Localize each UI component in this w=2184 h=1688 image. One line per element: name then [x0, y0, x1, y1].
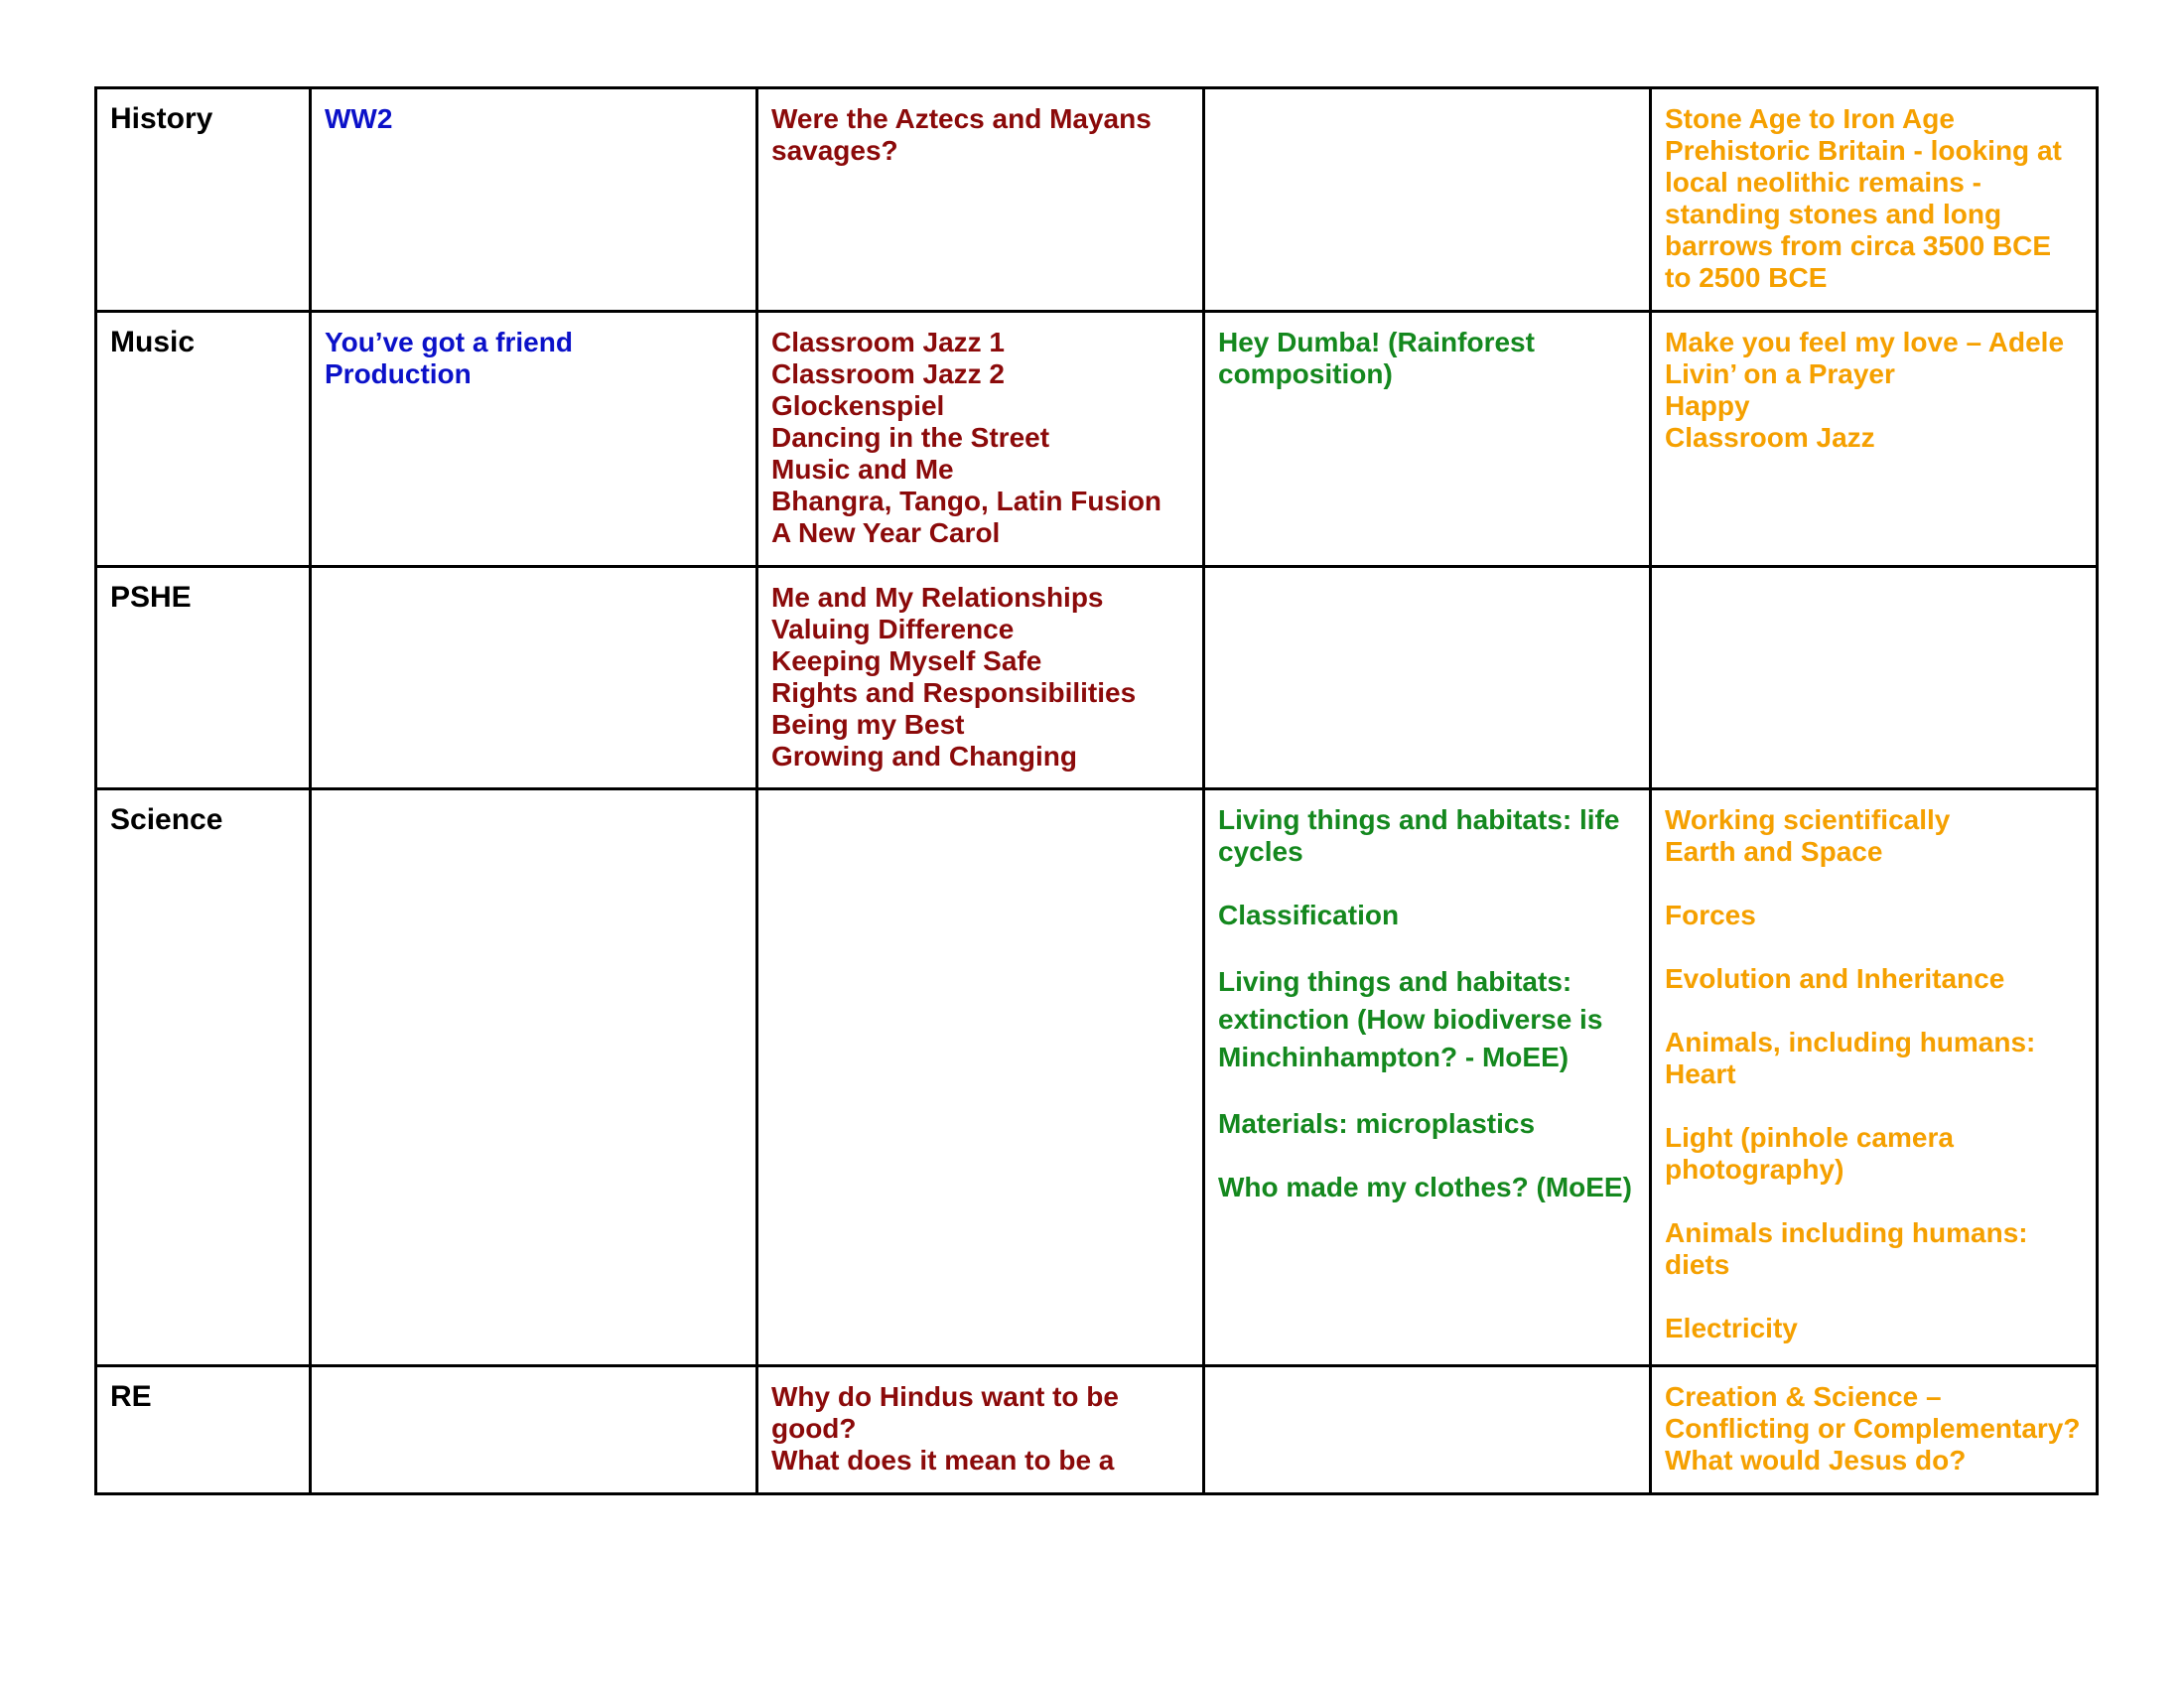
topic-line: Light (pinhole camera photography) [1665, 1122, 1954, 1185]
row-science [96, 789, 2098, 1366]
topic-line: Why do Hindus want to be good? [771, 1381, 1119, 1444]
topic-line: Prehistoric Britain - looking at local neolithic remains - standing stones and long barrows from circa 3500 BCE to 2500 BCE [1665, 135, 2062, 293]
row-history [96, 88, 2098, 312]
topic-line: Make you feel my love – Adele [1665, 327, 2065, 357]
topic-line: Earth and Space [1665, 836, 1883, 867]
topic-line: Dancing in the Street [771, 422, 1050, 453]
topic-cell [1651, 567, 2098, 789]
subject-label: RE [110, 1380, 152, 1413]
subject-cell [96, 88, 311, 312]
spacer [1665, 868, 2083, 900]
topic-cell [1651, 88, 2098, 312]
topic-line: Being my Best [771, 709, 965, 740]
topic-line: Forces [1665, 900, 1756, 930]
topic-line: Me and My Relationships [771, 582, 1104, 613]
topic-cell [757, 88, 1204, 312]
spacer [1218, 1076, 1636, 1108]
topic-line: Electricity [1665, 1313, 1798, 1343]
topic-line: Stone Age to Iron Age [1665, 103, 1955, 134]
topic-cell [757, 1366, 1204, 1494]
subject-cell [96, 567, 311, 789]
topic-cell [757, 567, 1204, 789]
topic-line: Evolution and Inheritance [1665, 963, 2005, 994]
topic-line: A New Year Carol [771, 517, 1001, 548]
topic-cell [1204, 312, 1651, 567]
topic-line: What would Jesus do? [1665, 1445, 1967, 1476]
topic-line: Valuing Difference [771, 614, 1015, 644]
topic-line: Who made my clothes? (MoEE) [1218, 1172, 1632, 1202]
subject-label: PSHE [110, 581, 192, 614]
topic-line: Materials: microplastics [1218, 1108, 1536, 1139]
topic-cell [1651, 1366, 2098, 1494]
row-music [96, 312, 2098, 567]
topic-cell [311, 567, 757, 789]
topic-line: Production [325, 358, 472, 389]
subject-label: Science [110, 803, 223, 836]
topic-line: Classroom Jazz 1 [771, 327, 1005, 357]
topic-line: WW2 [325, 103, 393, 134]
topic-line: Living things and habitats: extinction (How biodiverse is Minchinhampton? - MoEE) [1218, 966, 1603, 1072]
topic-cell [757, 312, 1204, 567]
subject-label: Music [110, 326, 196, 358]
topic-cell [1204, 789, 1651, 1366]
topic-cell [311, 789, 757, 1366]
subject-label: History [110, 102, 213, 135]
topic-cell [1204, 1366, 1651, 1494]
topic-line: Classification [1218, 900, 1400, 930]
topic-cell [1651, 312, 2098, 567]
topic-line: You’ve got a friend [325, 327, 573, 357]
topic-line: Classroom Jazz 2 [771, 358, 1005, 389]
spacer [1218, 931, 1636, 963]
topic-line: Animals, including humans: Heart [1665, 1027, 2036, 1089]
topic-line: Growing and Changing [771, 741, 1077, 772]
spacer [1665, 1186, 2083, 1217]
topic-cell [311, 1366, 757, 1494]
topic-line: Animals including humans: diets [1665, 1217, 2028, 1280]
topic-line: Happy [1665, 390, 1750, 421]
topic-cell [1651, 789, 2098, 1366]
spacer [1665, 931, 2083, 963]
topic-cell [1204, 567, 1651, 789]
topic-line: Classroom Jazz [1665, 422, 1875, 453]
spacer [1665, 1090, 2083, 1122]
curriculum-table [94, 86, 2099, 1495]
subject-cell [96, 789, 311, 1366]
topic-line: Music and Me [771, 454, 954, 485]
spacer [1218, 868, 1636, 900]
subject-cell [96, 312, 311, 567]
topic-line: Glockenspiel [771, 390, 945, 421]
topic-line: Creation & Science – Conflicting or Complementary? [1665, 1381, 2081, 1444]
topic-line: Rights and Responsibilities [771, 677, 1137, 708]
topic-cell [311, 88, 757, 312]
topic-line: Living things and habitats: life cycles [1218, 804, 1620, 867]
spacer [1665, 995, 2083, 1027]
row-re [96, 1366, 2098, 1494]
topic-line: Working scientifically [1665, 804, 1951, 835]
topic-line: Bhangra, Tango, Latin Fusion [771, 486, 1162, 516]
spacer [1665, 1281, 2083, 1313]
row-pshe [96, 567, 2098, 789]
topic-line: Keeping Myself Safe [771, 645, 1042, 676]
topic-cell [757, 789, 1204, 1366]
spacer [1218, 1140, 1636, 1172]
topic-line: Livin’ on a Prayer [1665, 358, 1895, 389]
topic-line: Hey Dumba! (Rainforest composition) [1218, 327, 1535, 389]
topic-cell [1204, 88, 1651, 312]
topic-line: What does it mean to be a [771, 1445, 1115, 1476]
topic-cell [311, 312, 757, 567]
subject-cell [96, 1366, 311, 1494]
topic-line: Were the Aztecs and Mayans savages? [771, 103, 1152, 166]
